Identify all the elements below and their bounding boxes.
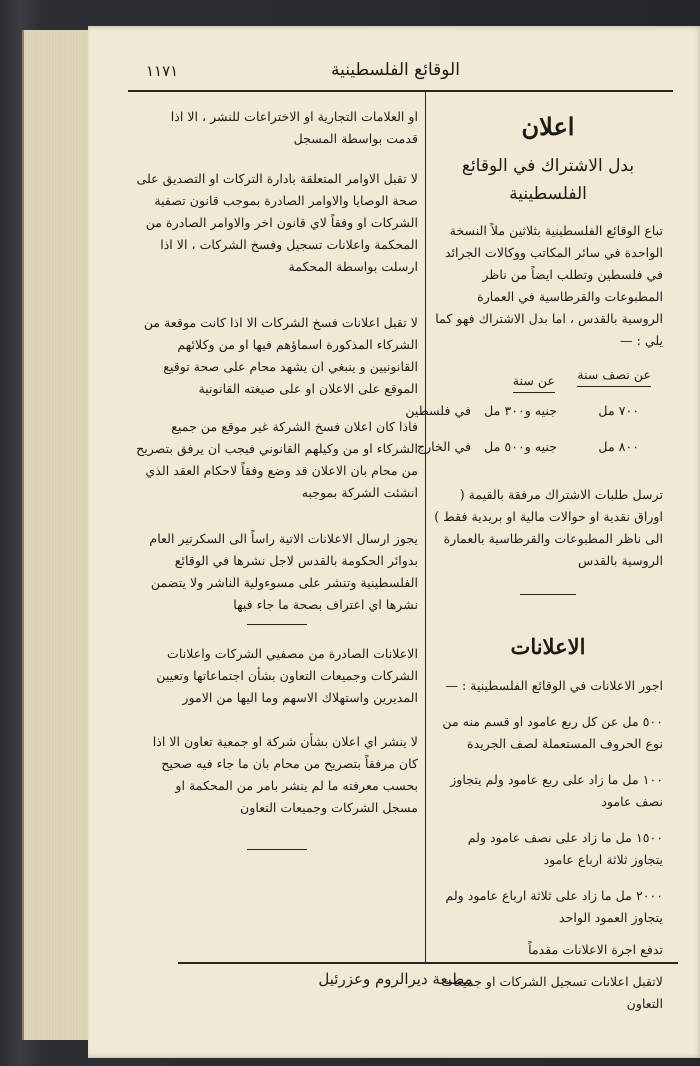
page-number: ١١٧١ [146, 62, 179, 80]
left-paragraph: الاعلانات الصادرة من مصفيي الشركات واعلانات الشركات وجميعات التعاون بشأن اجتماعاتها وتعيين المديرين واستهلاك الاسهم وما اليها من الامور [156, 646, 418, 705]
table-row-place: في الخارج [416, 439, 471, 454]
table-row-year: جنيه و٣٠٠ مل [484, 403, 557, 418]
column-header-half-year: عن نصف سنة [577, 364, 651, 387]
header-rule [128, 90, 673, 92]
fee-item: ١٥٠٠ مل ما زاد على نصف عامود ولم يتجاوز ثلاثة ارباع عامود [467, 830, 663, 867]
fee-item: ٥٠٠ مل عن كل ربع عامود او قسم منه من نوع الحروف المستعملة لصف الجريدة [442, 714, 663, 751]
left-paragraph: فاذا كان اعلان فسخ الشركة غير موقع من جميع الشركاء او من وكيلهم القانوني فيجب ان يرفق بتصريح من محام بان الاعلان قد وضع وفقاً لاحكام العقد الذي انشئت الشركة بموجبه [136, 419, 418, 500]
fees-intro: اجور الاعلانات في الوقائع الفلسطينية : — [445, 678, 663, 693]
right-column [405, 110, 663, 1015]
registration-note: لاتقبل اعلانات تسجيل الشركات او جميعات التعاون [441, 974, 663, 1011]
left-paragraph: لا تقبل اعلانات فسخ الشركات الا اذا كانت موقعة من الشركاء المذكورة اسماؤهم فيها او من وكلائهم القانونيين و ينبغي ان يشهد محام على صحة توقيع الموقع على الاعلان او على صيغته القانونية [143, 315, 418, 396]
ads-heading: الاعلانات [510, 634, 586, 659]
printer-name: مطبعة ديرالروم وعزرئيل [318, 970, 473, 988]
subscription-intro: تباع الوقائع الفلسطينية بثلاثين ملاً النسخة الواحدة في سائر المكاتب ووكالات الجرائد في فلسطين وتطلب ايضاً من ناظر المطبوعات والقرطاسية في العمارة الروسية بالقدس ، اما بدل الاشتراك فهو كما يلي : — [435, 223, 663, 348]
gazette-page [88, 26, 700, 1058]
notice-title: اعلان [521, 112, 575, 141]
gazette-title: الوقائع الفلسطينية [331, 60, 460, 80]
table-row-place: في فلسطين [405, 403, 471, 418]
table-row-half-year: ٨٠٠ مل [598, 439, 639, 454]
column-header-year: عن سنة [513, 370, 555, 393]
advance-payment-note: تدفع اجرة الاعلانات مقدماً [528, 942, 663, 957]
subscription-table [405, 364, 663, 474]
subscription-heading: بدل الاشتراك في الوقائع الفلسطينية [461, 156, 635, 204]
table-row-year: جنيه و٥٠٠ مل [484, 439, 557, 454]
payment-note: ترسل طلبات الاشتراك مرفقة بالقيمة ( اوراق نقدية او حوالات مالية او بريدية فقط ) الى ناظر المطبوعات والقرطاسية بالعمارة الروسية بالقدس [434, 487, 663, 568]
right-separator [520, 594, 576, 595]
footer-rule [178, 962, 678, 964]
left-paragraph: لا تقبل الاوامر المتعلقة بادارة التركات او التصديق على صحة الوصايا والاوامر الصادرة بموجب قانون تصفية الشركات او وفقاً لاي قانون اخر والاوامر الصادرة من المحكمة واعلانات تسجيل وفسخ الشركات ، الا اذا ارسلت بواسطة المحكمة [136, 171, 418, 274]
fee-item: ١٠٠ مل ما زاد على ربع عامود ولم يتجاوز نصف عامود [450, 772, 663, 809]
left-separator [247, 624, 307, 625]
table-row-half-year: ٧٠٠ مل [598, 403, 639, 418]
page-header [88, 60, 700, 90]
left-paragraph: لا ينشر اي اعلان بشأن شركة او جمعية تعاون الا اذا كان مرفقاً بتصريح من محام بان ما جاء فيه صحيح بحسب معرفته ما لم ينشر بامر من المحكمة او مسجل الشركات وجميعات التعاون [152, 734, 418, 815]
left-paragraph: او العلامات التجارية او الاختراعات للنشر ، الا اذا قدمت بواسطة المسجل [170, 109, 418, 146]
left-column [136, 106, 418, 850]
fee-item: ٢٠٠٠ مل ما زاد على ثلاثة ارباع عامود ولم يتجاوز العمود الواحد [445, 888, 663, 925]
left-end-separator [247, 849, 307, 850]
left-paragraph: يجوز ارسال الاعلانات الاتية راساً الى السكرتير العام بدوائر الحكومة بالقدس لاجل نشرها في الوقائع الفلسطينية وتنشر على مسوءولية الناشر ولا يتضمن نشرها اي اعتراف بصحة ما جاء فيها [149, 531, 418, 612]
column-divider [425, 92, 426, 962]
